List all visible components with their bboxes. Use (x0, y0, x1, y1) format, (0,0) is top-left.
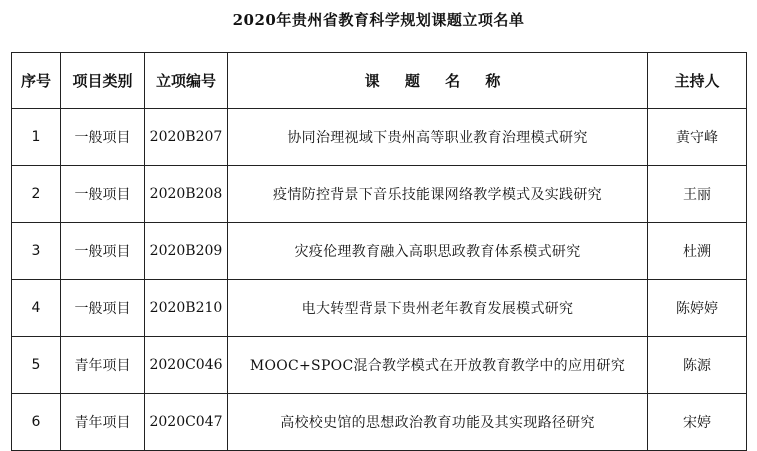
row-host: 黄守峰 (648, 109, 747, 166)
header-index: 序号 (12, 53, 61, 109)
row-category: 一般项目 (61, 223, 145, 280)
row-code: 2020B207 (145, 109, 228, 166)
table-row (12, 394, 747, 451)
row-index: 2 (12, 166, 61, 223)
row-index: 6 (12, 394, 61, 451)
document-title: 2020年贵州省教育科学规划课题立项名单 (232, 11, 525, 29)
row-topic: 电大转型背景下贵州老年教育发展模式研究 (228, 280, 648, 337)
header-category: 项目类别 (61, 53, 145, 109)
table-row (12, 223, 747, 280)
header-code: 立项编号 (145, 53, 228, 109)
header-topic: 课 题 名 称 (228, 53, 648, 109)
row-topic: MOOC+SPOC混合教学模式在开放教育教学中的应用研究 (228, 337, 648, 394)
row-category: 青年项目 (61, 394, 145, 451)
row-code: 2020C047 (145, 394, 228, 451)
row-topic: 疫情防控背景下音乐技能课网络教学模式及实践研究 (228, 166, 648, 223)
row-category: 一般项目 (61, 109, 145, 166)
row-code: 2020C046 (145, 337, 228, 394)
row-topic: 高校校史馆的思想政治教育功能及其实现路径研究 (228, 394, 648, 451)
table-row (12, 337, 747, 394)
table-row (12, 109, 747, 166)
table-row (12, 280, 747, 337)
project-table (11, 52, 747, 451)
header-host: 主持人 (648, 53, 747, 109)
row-host: 陈婷婷 (648, 280, 747, 337)
row-topic: 协同治理视域下贵州高等职业教育治理模式研究 (228, 109, 648, 166)
row-code: 2020B208 (145, 166, 228, 223)
row-code: 2020B210 (145, 280, 228, 337)
row-category: 一般项目 (61, 280, 145, 337)
row-index: 3 (12, 223, 61, 280)
row-host: 宋婷 (648, 394, 747, 451)
row-index: 4 (12, 280, 61, 337)
row-index: 5 (12, 337, 61, 394)
row-index: 1 (12, 109, 61, 166)
row-topic: 灾疫伦理教育融入高职思政教育体系模式研究 (228, 223, 648, 280)
table-row (12, 166, 747, 223)
row-host: 陈源 (648, 337, 747, 394)
row-category: 青年项目 (61, 337, 145, 394)
row-host: 王丽 (648, 166, 747, 223)
row-code: 2020B209 (145, 223, 228, 280)
row-category: 一般项目 (61, 166, 145, 223)
row-host: 杜溯 (648, 223, 747, 280)
table-header-row (12, 53, 747, 109)
